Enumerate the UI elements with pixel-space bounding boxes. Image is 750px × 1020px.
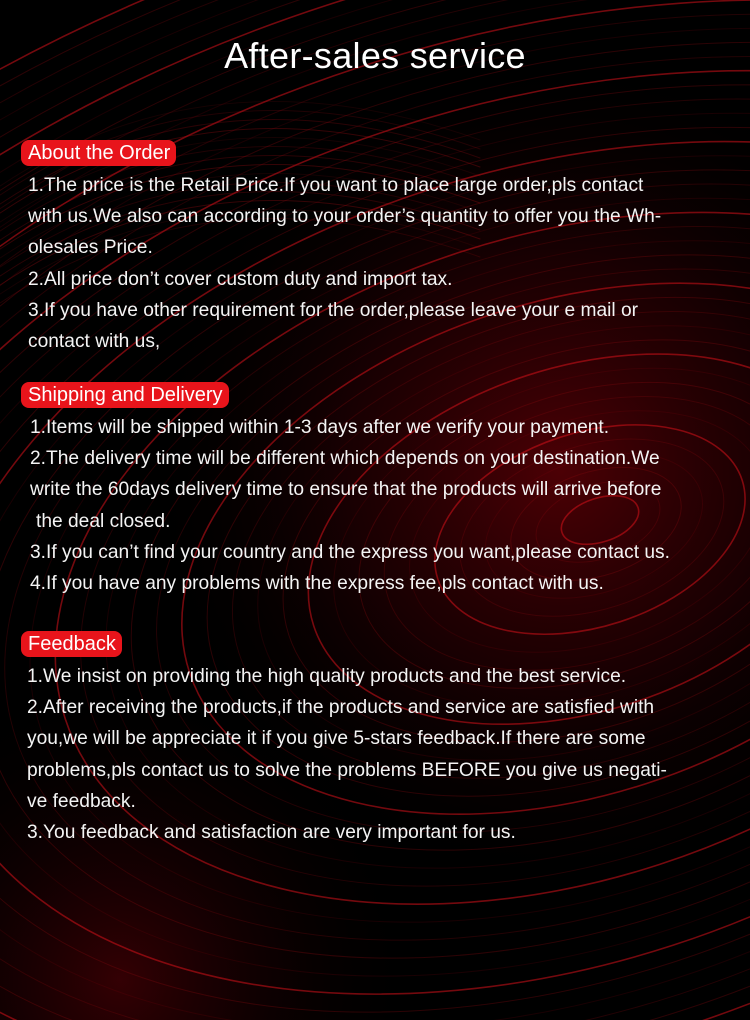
text-line: the deal closed. — [36, 510, 171, 532]
section-heading-badge: About the Order — [21, 140, 176, 166]
text-line: write the 60days delivery time to ensure that the products will arrive before — [30, 479, 662, 501]
text-line: problems,pls contact us to solve the problems BEFORE you give us negati- — [27, 759, 667, 781]
section-body — [21, 412, 741, 599]
text-line: 4.If you have any problems with the express fee,pls contact with us. — [30, 573, 604, 595]
section-shipping-and-delivery — [21, 382, 741, 599]
section-body — [21, 661, 741, 848]
text-line: 2.After receiving the products,if the products and service are satisfied with — [27, 697, 655, 719]
text-line: 1.The price is the Retail Price.If you want to place large order,pls contact — [28, 175, 644, 196]
text-line: with us.We also can according to your order’s quantity to offer you the Wh- — [28, 206, 662, 228]
text-line: 3.You feedback and satisfaction are very important for us. — [27, 822, 516, 844]
text-line: olesales Price. — [28, 237, 153, 259]
text-line: you,we will be appreciate it if you give 5-stars feedback.If there are some — [27, 728, 646, 750]
section-body — [21, 170, 741, 357]
text-line: 2.The delivery time will be different which depends on your destination.We — [30, 448, 660, 470]
text-line: 2.All price don’t cover custom duty and import tax. — [28, 268, 453, 290]
section-feedback — [21, 631, 741, 848]
text-line: 1.We insist on providing the high quality products and the best service. — [27, 666, 627, 687]
text-line: 3.If you can’t find your country and the express you want,please contact us. — [30, 541, 670, 563]
text-line: 3.If you have other requirement for the order,please leave your e mail or — [28, 299, 639, 321]
text-line: ve feedback. — [27, 790, 136, 812]
text-line: contact with us, — [28, 331, 161, 353]
page-title: After-sales service — [224, 35, 526, 76]
text-line: 1.Items will be shipped within 1-3 days after we verify your payment. — [30, 417, 610, 438]
section-about-the-order — [21, 140, 741, 357]
section-heading-badge: Shipping and Delivery — [21, 382, 229, 408]
section-heading-badge: Feedback — [21, 631, 122, 657]
